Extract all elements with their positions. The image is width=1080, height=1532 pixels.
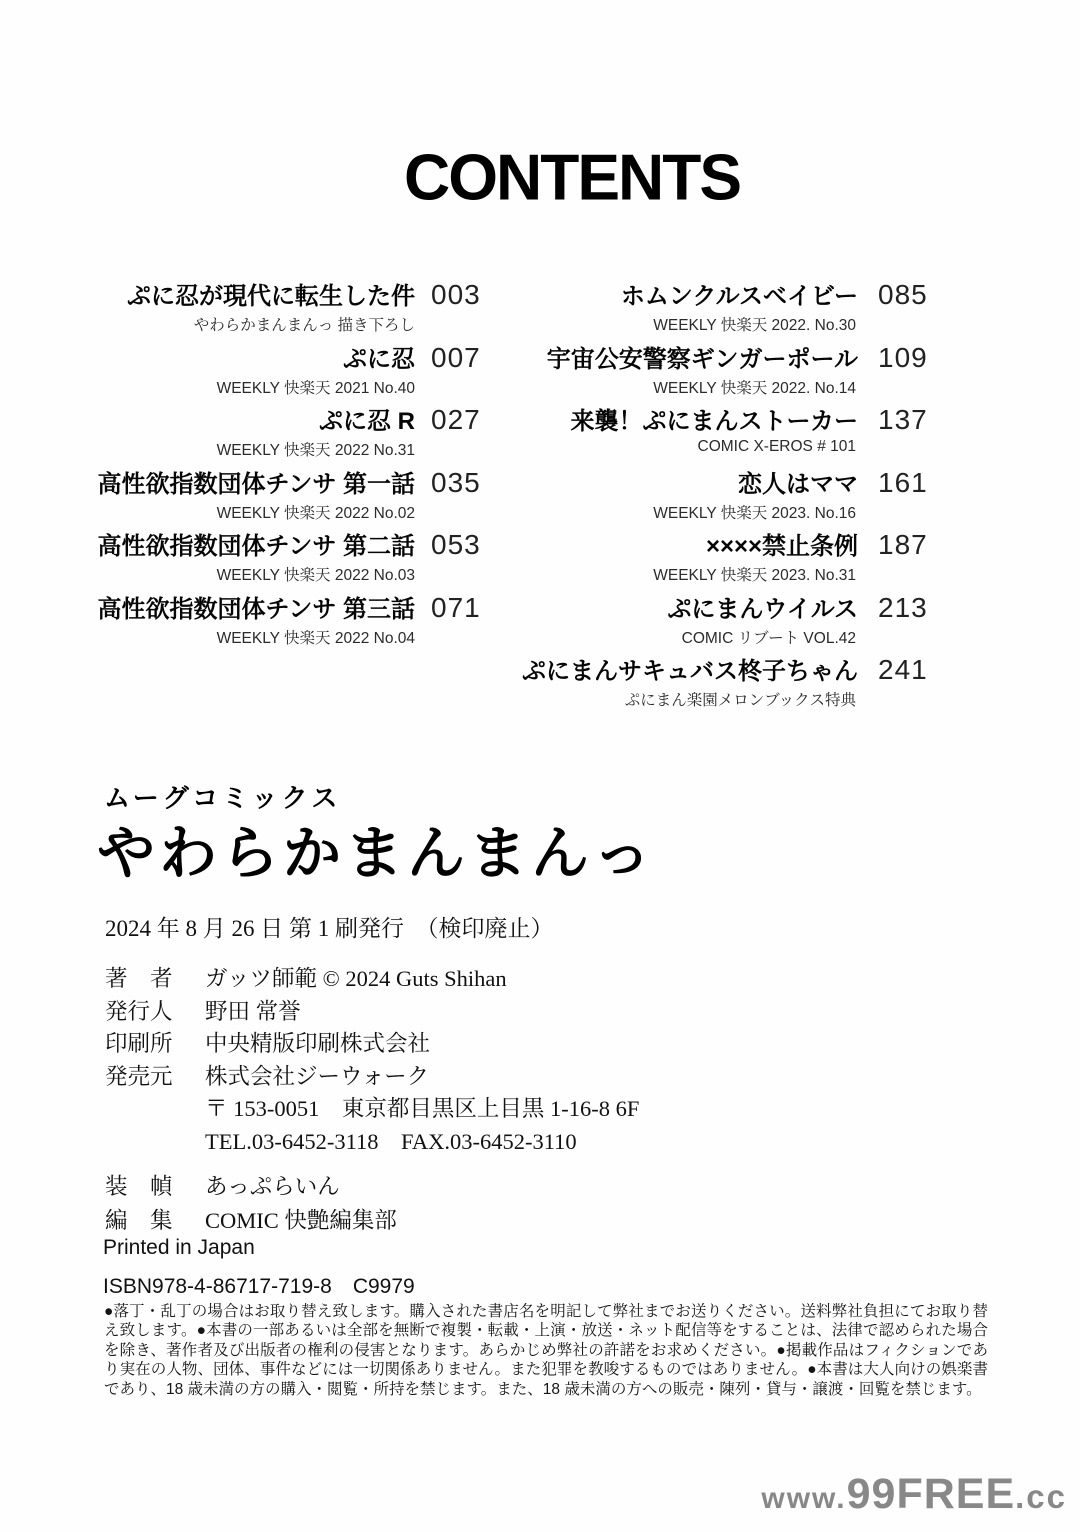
- toc-entry: [500, 339, 936, 402]
- toc-entry: [85, 401, 481, 464]
- colophon-row: [105, 1170, 397, 1204]
- isbn-line: ISBN978-4-86717-719-8 C9979: [103, 1275, 415, 1298]
- edition-line: 2024 年 8 月 26 日 第 1 刷発行 （検印廃止）: [105, 916, 554, 941]
- toc-entry: [500, 651, 936, 714]
- toc-entry-title: ぷに忍: [343, 345, 415, 373]
- toc-entry-page-number: 241: [878, 654, 928, 685]
- colophon-value: 中央精版印刷株式会社: [205, 1031, 431, 1056]
- toc-entry-source: WEEKLY 快楽天 2022 No.04: [216, 629, 415, 647]
- toc-entry-title: ぷに忍が現代に転生した件: [127, 283, 415, 310]
- toc-entry-title: ホムンクルスベイビー: [620, 283, 858, 310]
- colophon-label: 著 者: [105, 966, 173, 991]
- book-title: やわらかまんまんっ: [97, 821, 656, 886]
- toc-entry: [500, 589, 936, 652]
- toc-entry-source: WEEKLY 快楽天 2022. No.14: [653, 379, 856, 397]
- toc-column-right: [500, 276, 936, 714]
- toc-entry: [500, 401, 936, 464]
- colophon-label: 印刷所: [105, 1031, 173, 1056]
- toc-entry: [85, 276, 481, 339]
- watermark: [761, 1470, 1067, 1519]
- toc-entry-title: ぷにまんサキュバス柊子ちゃん: [522, 658, 858, 685]
- contents-heading: CONTENTS: [404, 140, 740, 214]
- publisher-phone-line: TEL.03-6452-3118 FAX.03-6452-3110: [205, 1128, 577, 1154]
- colophon-row: [105, 1028, 639, 1061]
- toc-entry-page-number: 213: [878, 591, 928, 623]
- toc-entry-title: 高性欲指数団体チンサ 第一話: [97, 470, 415, 498]
- toc-entry-page-number: 053: [431, 529, 481, 560]
- toc-entry-source: WEEKLY 快楽天 2022 No.03: [216, 567, 415, 584]
- toc-entry-title: 宇宙公安警察ギンガーポール: [546, 345, 858, 373]
- toc-entry-page-number: 161: [878, 466, 928, 498]
- printed-in-japan: Printed in Japan: [103, 1236, 255, 1259]
- staff-info: [105, 1170, 397, 1237]
- toc-entry-page-number: 027: [431, 404, 481, 435]
- colophon-value: COMIC 快艶編集部: [205, 1207, 397, 1233]
- toc-entry-title: ××××禁止条例: [705, 533, 858, 560]
- publication-info: [105, 963, 639, 1158]
- toc-entry-page-number: 085: [878, 279, 928, 310]
- toc-entry-title: 高性欲指数団体チンサ 第二話: [97, 533, 415, 560]
- toc-entry-title: 来襲！ぷにまんストーカー: [570, 408, 858, 435]
- toc-column-left: [85, 276, 481, 651]
- toc-entry-title: 恋人はママ: [738, 470, 858, 498]
- toc-entry-page-number: 071: [431, 591, 481, 623]
- toc-entry-page-number: 187: [878, 529, 928, 560]
- imprint-label: ムーグコミックス: [104, 783, 342, 813]
- toc-entry-source: WEEKLY 快楽天 2022 No.02: [216, 504, 415, 522]
- toc-entry: [85, 339, 481, 402]
- toc-entry-title: ぷに忍 R: [319, 408, 415, 435]
- colophon-row: [105, 1061, 639, 1094]
- colophon-label: 発行人: [105, 998, 173, 1024]
- watermark-suffix: .cc: [1015, 1478, 1067, 1515]
- toc-entry-title: ぷにまんウイルス: [667, 595, 858, 623]
- toc-entry-page-number: 137: [878, 404, 928, 435]
- toc-entry: [85, 589, 481, 652]
- colophon-value: 野田 常誉: [205, 998, 301, 1024]
- toc-entry-source: ぷにまん楽園メロンブックス特典: [624, 692, 856, 709]
- toc-entry: [500, 464, 936, 527]
- toc-entry: [500, 526, 936, 589]
- colophon-row: [105, 996, 639, 1029]
- watermark-prefix: www.: [761, 1482, 847, 1515]
- toc-entry: [85, 526, 481, 589]
- colophon-label: 発売元: [105, 1063, 173, 1089]
- colophon-value: 株式会社ジーウォーク: [205, 1063, 430, 1089]
- toc-entry-page-number: 109: [878, 341, 928, 373]
- watermark-main: 99FREE: [846, 1470, 1016, 1518]
- colophon-label: 装 幀: [105, 1174, 173, 1199]
- toc-entry-source: やわらかまんまんっ 描き下ろし: [193, 317, 415, 334]
- toc-entry-source: COMIC X-EROS # 101: [697, 438, 856, 455]
- colophon-value: あっぷらいん: [205, 1174, 340, 1199]
- toc-entry-page-number: 007: [431, 341, 481, 373]
- colophon-row: [105, 963, 639, 996]
- toc-entry-source: WEEKLY 快楽天 2023. No.31: [653, 567, 856, 584]
- toc-entry-page-number: 035: [431, 466, 481, 498]
- toc-entry-source: WEEKLY 快楽天 2022 No.31: [216, 442, 415, 459]
- publisher-address-line: 〒 153-0051 東京都目黒区上目黒 1-16-8 6F: [205, 1096, 640, 1121]
- legal-notice: ●落丁・乱丁の場合はお取り替え致します。購入された書店名を明記して弊社までお送りください。送料弊社負担にてお取り替え致します。●本書の一部あるいは全部を無断で複製・転載・上演・放送・ネット配信等をすることは、法律で認められた場合を除き、著作者及び出版者の権利の侵害となります。あらかじめ弊社の許諾をお求めください。●掲載作品はフィクションであり実在の人物、団体、事件などには一切関係ありません。また犯罪を教唆するものではありません。●本書は大人向けの娯楽書であり、18 歳未満の方の購入・閲覧・所持を禁じます。また、18 歳未満の方への販売・陳列・貸与・譲渡・回覧を禁じます。: [104, 1303, 988, 1398]
- colophon-label: 編 集: [105, 1207, 173, 1233]
- toc-entry-page-number: 003: [431, 279, 481, 310]
- toc-entry: [500, 276, 936, 339]
- toc-entry-source: WEEKLY 快楽天 2023. No.16: [653, 504, 856, 522]
- toc-entry-source: WEEKLY 快楽天 2021 No.40: [216, 379, 415, 397]
- colophon-row: [105, 1204, 397, 1238]
- toc-entry-title: 高性欲指数団体チンサ 第三話: [97, 595, 415, 623]
- colophon-value: ガッツ師範 © 2024 Guts Shihan: [205, 966, 507, 991]
- toc-entry: [85, 464, 481, 527]
- toc-entry-source: COMIC リブート VOL.42: [681, 629, 856, 647]
- toc-entry-source: WEEKLY 快楽天 2022. No.30: [653, 317, 856, 334]
